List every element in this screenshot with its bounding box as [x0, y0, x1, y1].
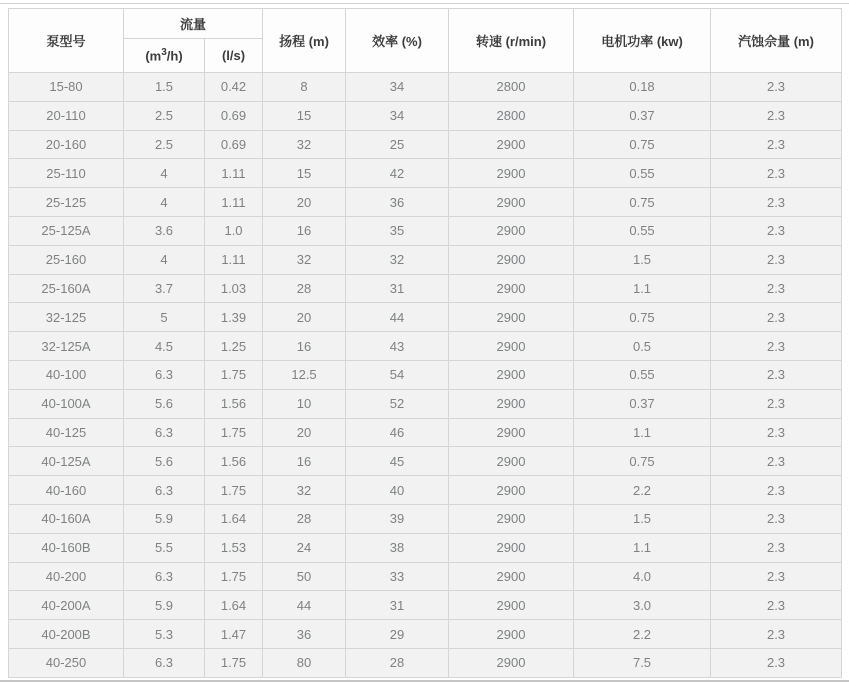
- table-cell: 2900: [449, 274, 574, 303]
- table-cell: 34: [346, 73, 449, 102]
- table-cell: 1.47: [205, 620, 263, 649]
- pump-model-header: 泵型号: [9, 9, 124, 73]
- table-cell: 6.3: [124, 418, 205, 447]
- table-cell: 42: [346, 159, 449, 188]
- table-cell: 2900: [449, 648, 574, 677]
- table-cell: 5.3: [124, 620, 205, 649]
- table-cell: 46: [346, 418, 449, 447]
- table-cell: 5.6: [124, 389, 205, 418]
- table-cell: 1.1: [574, 274, 711, 303]
- table-cell: 1.11: [205, 159, 263, 188]
- table-cell: 28: [263, 504, 346, 533]
- table-cell: 52: [346, 389, 449, 418]
- table-cell: 15-80: [9, 73, 124, 102]
- table-cell: 2900: [449, 216, 574, 245]
- table-cell: 2.5: [124, 101, 205, 130]
- table-cell: 1.1: [574, 533, 711, 562]
- table-cell: 40-200A: [9, 591, 124, 620]
- table-cell: 43: [346, 332, 449, 361]
- table-cell: 2900: [449, 389, 574, 418]
- flow-group-header: 流量: [124, 9, 263, 39]
- table-cell: 12.5: [263, 360, 346, 389]
- table-cell: 2.2: [574, 476, 711, 505]
- table-row: [9, 73, 842, 102]
- table-body: [9, 73, 842, 678]
- table-cell: 44: [263, 591, 346, 620]
- table-cell: 0.75: [574, 447, 711, 476]
- table-cell: 0.55: [574, 216, 711, 245]
- table-cell: 2.3: [711, 216, 842, 245]
- table-cell: 0.75: [574, 303, 711, 332]
- flow-m3h-unit-pre: (m: [145, 48, 162, 64]
- table-cell: 2900: [449, 188, 574, 217]
- table-cell: 25-110: [9, 159, 124, 188]
- table-cell: 0.69: [205, 101, 263, 130]
- table-cell: 2.3: [711, 620, 842, 649]
- table-cell: 36: [263, 620, 346, 649]
- speed-header: 转速 (r/min): [449, 9, 574, 73]
- table-cell: 2.2: [574, 620, 711, 649]
- table-row: [9, 101, 842, 130]
- table-row: [9, 245, 842, 274]
- table-cell: 40-200B: [9, 620, 124, 649]
- table-cell: 2.3: [711, 360, 842, 389]
- table-cell: 2.3: [711, 504, 842, 533]
- table-cell: 29: [346, 620, 449, 649]
- table-cell: 1.75: [205, 360, 263, 389]
- table-cell: 2.3: [711, 73, 842, 102]
- table-cell: 32: [263, 245, 346, 274]
- table-cell: 2900: [449, 130, 574, 159]
- table-cell: 2800: [449, 73, 574, 102]
- table-cell: 2900: [449, 245, 574, 274]
- table-row: [9, 188, 842, 217]
- table-cell: 25-125A: [9, 216, 124, 245]
- flow-m3h-unit-sup: 3: [161, 46, 167, 58]
- table-cell: 5.5: [124, 533, 205, 562]
- table-cell: 25-160A: [9, 274, 124, 303]
- table-row: [9, 389, 842, 418]
- table-cell: 32: [263, 130, 346, 159]
- table-cell: 40-100: [9, 360, 124, 389]
- table-cell: 2.3: [711, 591, 842, 620]
- table-cell: 1.39: [205, 303, 263, 332]
- table-cell: 0.75: [574, 130, 711, 159]
- table-row: [9, 620, 842, 649]
- table-cell: 1.11: [205, 188, 263, 217]
- table-row: [9, 648, 842, 677]
- table-cell: 1.53: [205, 533, 263, 562]
- table-cell: 54: [346, 360, 449, 389]
- table-row: [9, 504, 842, 533]
- flow-m3h-unit-post: /h): [166, 48, 183, 64]
- table-cell: 2.3: [711, 418, 842, 447]
- table-cell: 1.11: [205, 245, 263, 274]
- table-cell: 4.0: [574, 562, 711, 591]
- table-row: [9, 447, 842, 476]
- table-cell: 3.7: [124, 274, 205, 303]
- table-cell: 40-125A: [9, 447, 124, 476]
- table-cell: 20: [263, 303, 346, 332]
- pump-spec-table: [8, 8, 842, 678]
- table-cell: 2.3: [711, 562, 842, 591]
- table-cell: 24: [263, 533, 346, 562]
- table-row: [9, 274, 842, 303]
- table-cell: 2900: [449, 476, 574, 505]
- table-cell: 2900: [449, 620, 574, 649]
- table-cell: 2.3: [711, 130, 842, 159]
- table-row: [9, 476, 842, 505]
- table-row: [9, 303, 842, 332]
- table-cell: 2900: [449, 504, 574, 533]
- table-cell: 15: [263, 101, 346, 130]
- header-group-row: [9, 9, 842, 39]
- table-cell: 1.5: [574, 504, 711, 533]
- table-cell: 1.56: [205, 447, 263, 476]
- table-cell: 2.3: [711, 159, 842, 188]
- table-cell: 2.3: [711, 303, 842, 332]
- table-cell: 1.64: [205, 591, 263, 620]
- table-cell: 2.3: [711, 101, 842, 130]
- table-cell: 80: [263, 648, 346, 677]
- table-cell: 0.55: [574, 159, 711, 188]
- table-cell: 40-250: [9, 648, 124, 677]
- top-divider: [0, 3, 849, 4]
- table-cell: 7.5: [574, 648, 711, 677]
- table-cell: 39: [346, 504, 449, 533]
- table-cell: 44: [346, 303, 449, 332]
- table-cell: 2.3: [711, 389, 842, 418]
- table-cell: 3.0: [574, 591, 711, 620]
- table-row: [9, 533, 842, 562]
- table-cell: 25-160: [9, 245, 124, 274]
- table-cell: 2900: [449, 418, 574, 447]
- table-header: [9, 9, 842, 73]
- table-cell: 40-160A: [9, 504, 124, 533]
- table-cell: 2900: [449, 533, 574, 562]
- table-row: [9, 332, 842, 361]
- table-cell: 0.42: [205, 73, 263, 102]
- table-cell: 2.3: [711, 245, 842, 274]
- table-cell: 35: [346, 216, 449, 245]
- table-cell: 6.3: [124, 648, 205, 677]
- npsh-header: 汽蚀佘量 (m): [711, 9, 842, 73]
- table-cell: 36: [346, 188, 449, 217]
- table-cell: 0.37: [574, 101, 711, 130]
- table-cell: 20: [263, 188, 346, 217]
- table-cell: 2900: [449, 562, 574, 591]
- table-cell: 2.3: [711, 476, 842, 505]
- table-row: [9, 159, 842, 188]
- table-cell: 34: [346, 101, 449, 130]
- table-cell: 10: [263, 389, 346, 418]
- table-cell: 2.3: [711, 274, 842, 303]
- table-cell: 2900: [449, 159, 574, 188]
- table-row: [9, 591, 842, 620]
- table-cell: 20-110: [9, 101, 124, 130]
- table-cell: 40-160: [9, 476, 124, 505]
- table-cell: 16: [263, 447, 346, 476]
- table-cell: 6.3: [124, 562, 205, 591]
- table-cell: 50: [263, 562, 346, 591]
- table-cell: 31: [346, 591, 449, 620]
- table-cell: 5.9: [124, 504, 205, 533]
- table-cell: 8: [263, 73, 346, 102]
- table-cell: 1.5: [574, 245, 711, 274]
- table-cell: 32: [346, 245, 449, 274]
- table-cell: 45: [346, 447, 449, 476]
- table-cell: 6.3: [124, 476, 205, 505]
- table-cell: 1.75: [205, 418, 263, 447]
- table-cell: 38: [346, 533, 449, 562]
- table-cell: 0.75: [574, 188, 711, 217]
- table-cell: 28: [346, 648, 449, 677]
- table-cell: 2800: [449, 101, 574, 130]
- table-cell: 2900: [449, 332, 574, 361]
- table-cell: 1.75: [205, 562, 263, 591]
- table-cell: 25-125: [9, 188, 124, 217]
- table-cell: 2.3: [711, 188, 842, 217]
- table-cell: 40-160B: [9, 533, 124, 562]
- flow-ls-unit-header: (l/s): [205, 39, 263, 73]
- efficiency-header: 效率 (%): [346, 9, 449, 73]
- table-cell: 5.6: [124, 447, 205, 476]
- table-cell: 5: [124, 303, 205, 332]
- table-cell: 1.0: [205, 216, 263, 245]
- table-cell: 40-100A: [9, 389, 124, 418]
- table-cell: 15: [263, 159, 346, 188]
- table-cell: 3.6: [124, 216, 205, 245]
- table-cell: 0.37: [574, 389, 711, 418]
- table-cell: 0.5: [574, 332, 711, 361]
- table-cell: 16: [263, 216, 346, 245]
- table-cell: 2.3: [711, 648, 842, 677]
- table-cell: 5.9: [124, 591, 205, 620]
- table-cell: 40-200: [9, 562, 124, 591]
- table-cell: 1.25: [205, 332, 263, 361]
- table-cell: 0.55: [574, 360, 711, 389]
- table-cell: 2900: [449, 591, 574, 620]
- table-cell: 2.3: [711, 332, 842, 361]
- table-cell: 32-125A: [9, 332, 124, 361]
- table-cell: 2.5: [124, 130, 205, 159]
- table-row: [9, 418, 842, 447]
- table-cell: 6.3: [124, 360, 205, 389]
- table-row: [9, 360, 842, 389]
- table-cell: 28: [263, 274, 346, 303]
- table-cell: 16: [263, 332, 346, 361]
- motor-power-header: 电机功率 (kw): [574, 9, 711, 73]
- table-cell: 2900: [449, 360, 574, 389]
- table-cell: 20: [263, 418, 346, 447]
- table-cell: 4: [124, 188, 205, 217]
- table-cell: 1.56: [205, 389, 263, 418]
- flow-m3h-unit-header: [124, 39, 205, 73]
- table-row: [9, 216, 842, 245]
- table-cell: 32-125: [9, 303, 124, 332]
- table-cell: 32: [263, 476, 346, 505]
- table-cell: 0.69: [205, 130, 263, 159]
- table-cell: 40-125: [9, 418, 124, 447]
- table-cell: 33: [346, 562, 449, 591]
- table-cell: 4.5: [124, 332, 205, 361]
- table-row: [9, 130, 842, 159]
- table-cell: 2.3: [711, 447, 842, 476]
- table-cell: 40: [346, 476, 449, 505]
- table-cell: 1.64: [205, 504, 263, 533]
- table-row: [9, 562, 842, 591]
- table-cell: 0.18: [574, 73, 711, 102]
- table-cell: 4: [124, 159, 205, 188]
- table-cell: 20-160: [9, 130, 124, 159]
- table-cell: 2.3: [711, 533, 842, 562]
- bottom-divider: [0, 680, 849, 682]
- table-cell: 1.03: [205, 274, 263, 303]
- table-cell: 25: [346, 130, 449, 159]
- table-cell: 2900: [449, 303, 574, 332]
- table-cell: 2900: [449, 447, 574, 476]
- head-header: 扬程 (m): [263, 9, 346, 73]
- table-cell: 1.5: [124, 73, 205, 102]
- table-cell: 1.1: [574, 418, 711, 447]
- table-cell: 1.75: [205, 476, 263, 505]
- table-cell: 31: [346, 274, 449, 303]
- table-cell: 1.75: [205, 648, 263, 677]
- table-cell: 4: [124, 245, 205, 274]
